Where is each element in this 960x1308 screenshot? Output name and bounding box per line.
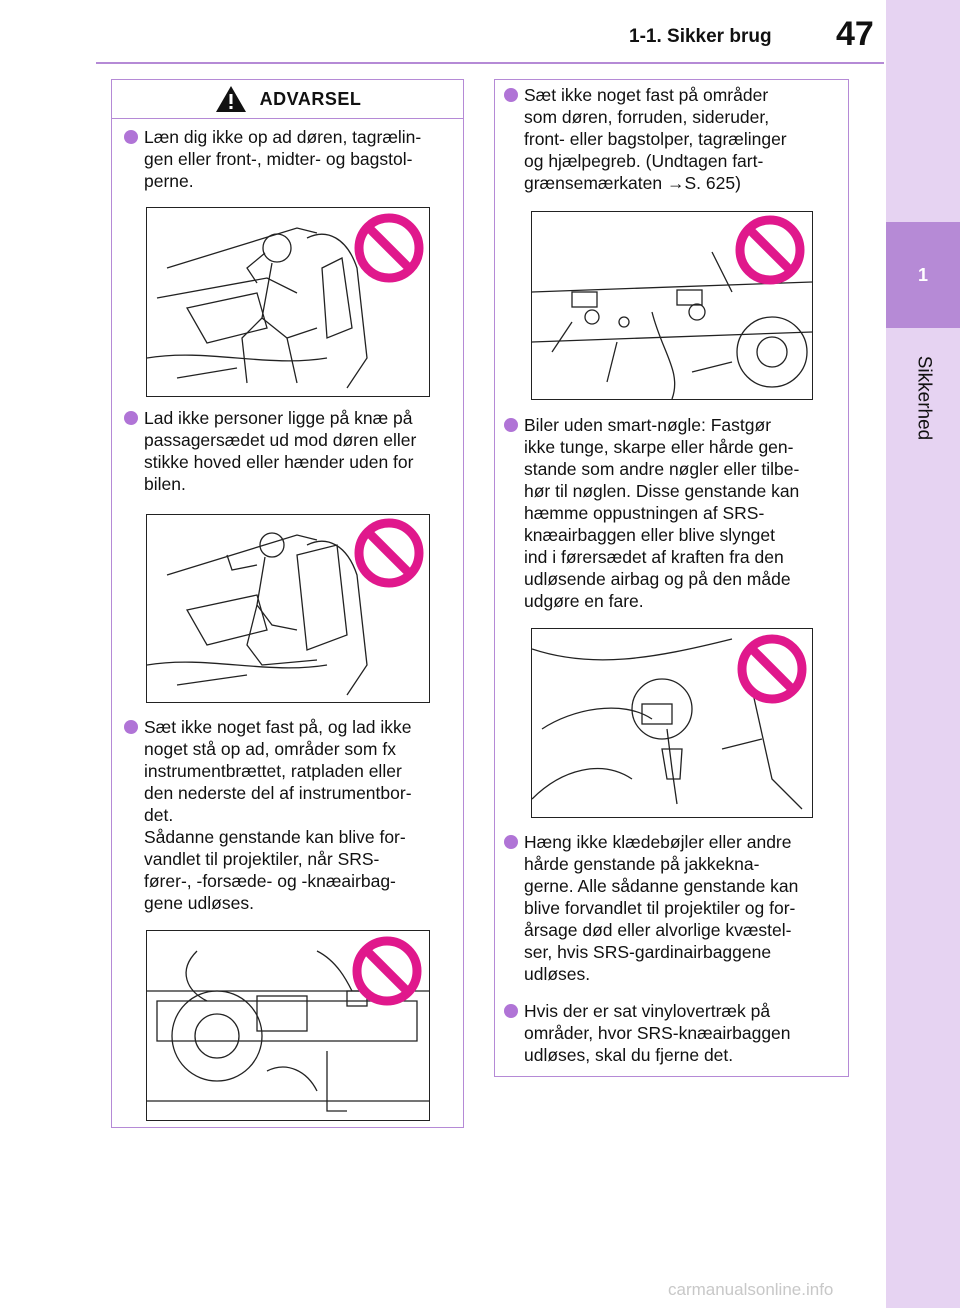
warning-box-right	[494, 79, 849, 1077]
list-item-text: Lad ikke personer ligge på knæ på passagersædet ud mod døren eller stikke hoved eller hænder uden for bilen.	[144, 408, 417, 494]
list-item-text: Sæt ikke noget fast på områder som døren, forruden, sideruder, front- eller bagstolper, tagrælinger og hjælpegreb. (Undtagen fart- grænsemærkaten →S. 625)	[524, 85, 787, 193]
chapter-number: 1	[886, 222, 960, 328]
bullet-icon	[504, 1004, 518, 1018]
list-item	[124, 716, 454, 914]
bullet-icon	[124, 130, 138, 144]
bullet-icon	[124, 411, 138, 425]
warning-box-left	[111, 79, 464, 1128]
bullet-icon	[124, 720, 138, 734]
illustration-kneeling-passenger	[146, 514, 430, 703]
page-number: 47	[836, 15, 874, 53]
chapter-label: Sikkerhed	[913, 355, 934, 441]
list-item	[504, 831, 839, 985]
illustration-windshield-objects	[531, 211, 813, 400]
watermark: carmanualsonline.info	[668, 1280, 834, 1299]
list-item	[124, 126, 454, 192]
illustration-key-ring	[531, 628, 813, 818]
list-item-text: Læn dig ikke op ad døren, tagrælin- gen eller front-, midter- og bagstol- perne.	[144, 127, 422, 191]
list-item-text: Hæng ikke klædebøjler eller andre hårde genstande på jakkekna- gerne. Alle sådanne genstande kan blive forvandlet til projektiler og for- årsage død eller alvorlige kvæstel- ser, hvis SRS-gardinairbaggene udløses.	[524, 832, 799, 984]
list-item	[124, 407, 454, 495]
warning-triangle-icon	[214, 84, 248, 114]
bullet-icon	[504, 418, 518, 432]
list-item	[504, 414, 839, 612]
section-title: 1-1. Sikker brug	[629, 26, 772, 47]
list-item-text: Hvis der er sat vinylovertræk på områder, hvor SRS-knæairbaggen udløses, skal du fjerne det.	[524, 1001, 791, 1065]
list-item	[504, 84, 839, 194]
bullet-icon	[504, 835, 518, 849]
list-item	[504, 1000, 839, 1066]
chapter-side-tab	[886, 0, 960, 1308]
illustration-leaning-door	[146, 207, 430, 397]
warning-header	[112, 80, 463, 119]
chapter-label-wrap	[886, 355, 960, 441]
illustration-dashboard-objects	[146, 930, 430, 1121]
bullet-icon	[504, 88, 518, 102]
header-rule	[96, 62, 884, 64]
list-item-text: Sæt ikke noget fast på, og lad ikke noget stå op ad, områder som fx instrumentbrættet, ratpladen eller den nederste del af instrumentbor- det. Sådanne genstande kan blive for- vandlet til projektiler, når SRS- fører-, -forsæde- og -knæairbag- gene udløses.	[144, 717, 412, 913]
list-item-text: Biler uden smart-nøgle: Fastgør ikke tunge, skarpe eller hårde gen- stande som andre nøgler eller tilbe- hør til nøglen. Disse genstande kan hæmme oppustningen af SRS- knæairbaggen eller blive slynget ind i førersædet af kraften fra den udløsende airbag og på den måde udgøre en fare.	[524, 415, 800, 611]
warning-label: ADVARSEL	[259, 88, 362, 109]
